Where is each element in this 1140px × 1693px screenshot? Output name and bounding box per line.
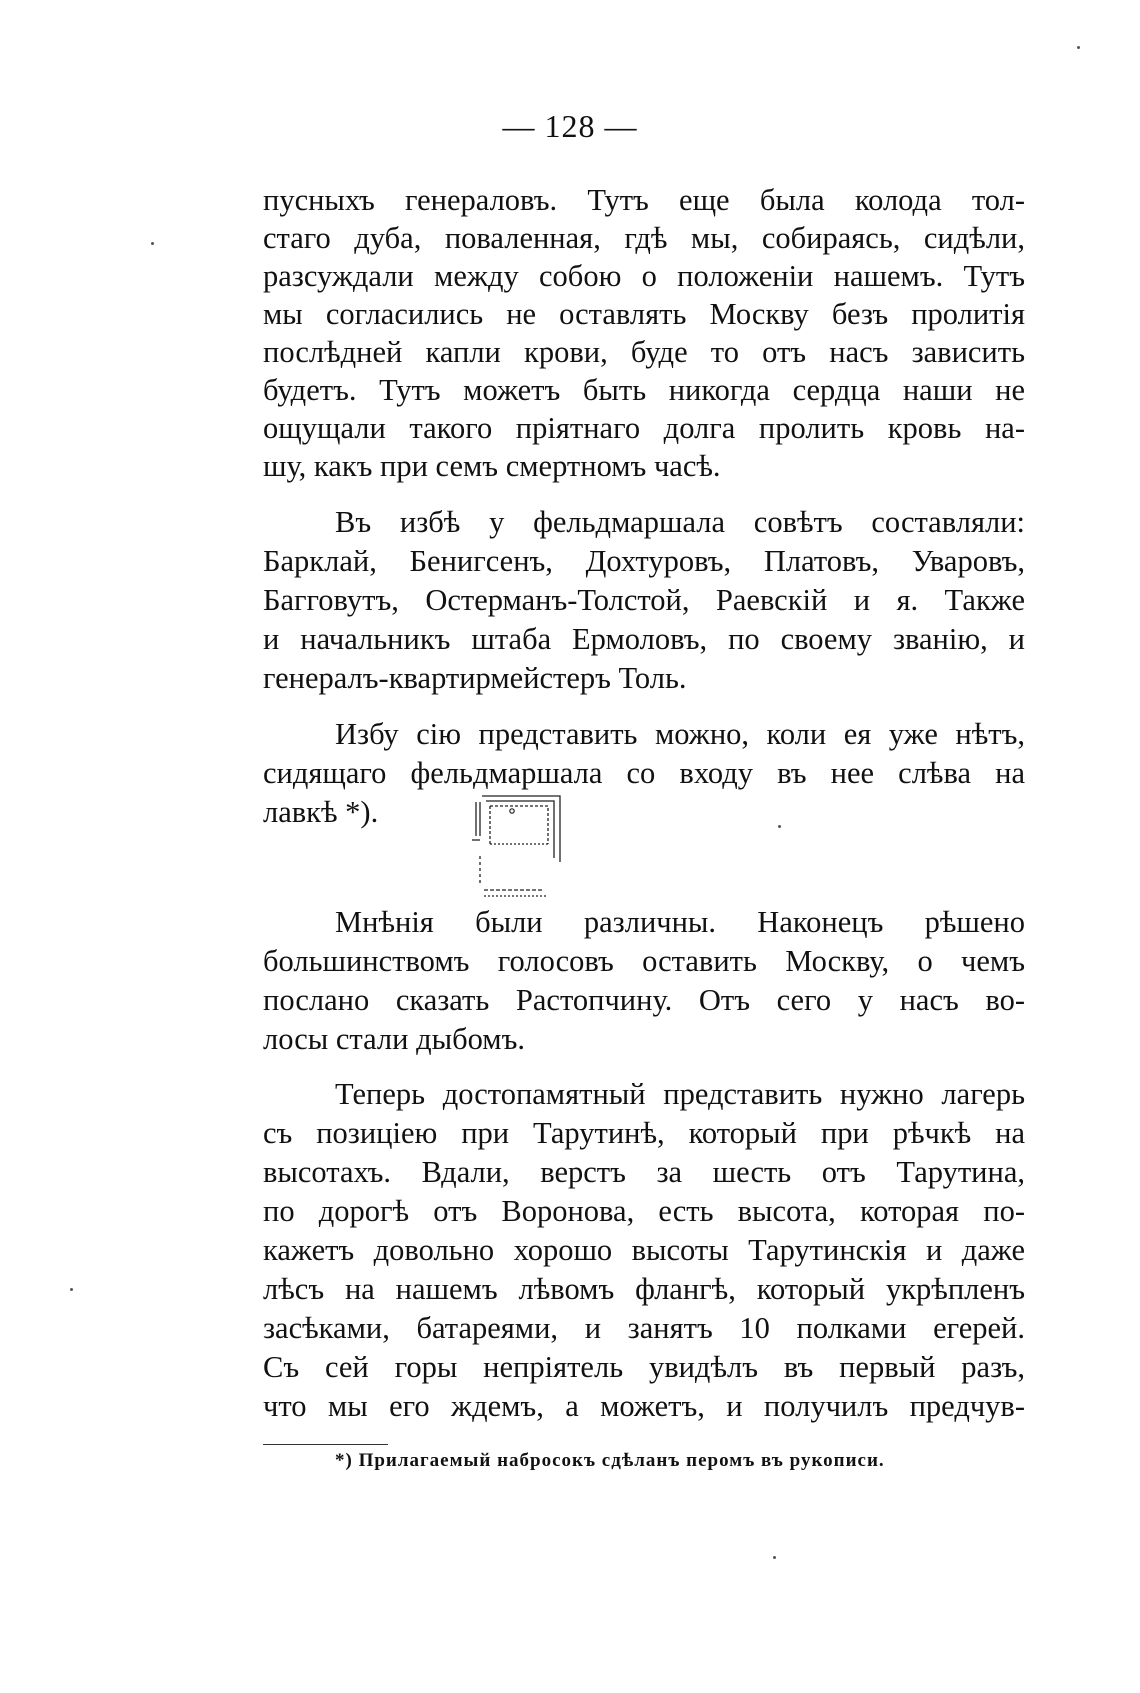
text-line: лѣсъ на нашемъ лѣвомъ флангѣ, который укрѣпленъ [263, 1272, 1025, 1306]
text-line: съ позиціею при Тарутинѣ, который при рѣчкѣ на [263, 1116, 1025, 1150]
footnote: *) Прилагаемый набросокъ сдѣланъ перомъ въ рукописи. [335, 1450, 885, 1471]
text-line: разсуждали между собою о положеніи нашемъ. Тутъ [263, 259, 1025, 293]
scan-speck [151, 242, 154, 245]
text-line: Съ сей горы непріятель увидѣлъ въ первый разъ, [263, 1350, 1025, 1384]
text-line: высотахъ. Вдали, верстъ за шесть отъ Тарутина, [263, 1155, 1025, 1189]
text-line: Багговутъ, Остерманъ-Толстой, Раевскій и я. Также [263, 583, 1025, 617]
text-line: Барклай, Бенигсенъ, Дохтуровъ, Платовъ, Уваровъ, [263, 544, 1025, 578]
text-line: большинствомъ голосовъ оставить Москву, о чемъ [263, 944, 1025, 978]
text-line: по дорогѣ отъ Воронова, есть высота, которая по- [263, 1194, 1025, 1228]
text-line: засѣками, батареями, и занятъ 10 полками егерей. [263, 1311, 1025, 1345]
scan-speck [773, 1556, 776, 1559]
text-line: Въ избѣ у фельдмаршала совѣтъ составляли: [335, 505, 1025, 539]
scan-speck [778, 825, 781, 828]
text-line: пусныхъ генераловъ. Тутъ еще была колода тол- [263, 183, 1025, 217]
footnote-divider [263, 1444, 388, 1445]
text-line: лавкѣ *). [263, 795, 379, 829]
text-line: Избу сію представить можно, коли ея уже нѣтъ, [335, 717, 1025, 751]
text-line: послано сказать Растопчину. Отъ сего у насъ во- [263, 983, 1025, 1017]
text-line: ощущали такого пріятнаго долга пролить кровь на- [263, 411, 1025, 445]
scan-speck [1077, 46, 1080, 49]
text-line: лосы стали дыбомъ. [263, 1022, 525, 1056]
text-line: сидящаго фельдмаршала со входу въ нее слѣва на [263, 756, 1025, 790]
hut-sketch-figure [468, 792, 564, 900]
text-line: Мнѣнія были различны. Наконецъ рѣшено [335, 905, 1025, 939]
text-line: и начальникъ штаба Ермоловъ, по своему званію, и [263, 622, 1025, 656]
text-line: Теперь достопамятный представить нужно лагерь [335, 1077, 1025, 1111]
scan-speck [70, 1288, 73, 1291]
text-line: кажетъ довольно хорошо высоты Тарутинскія и даже [263, 1233, 1025, 1267]
text-line: генералъ-квартирмейстеръ Толь. [263, 661, 687, 695]
text-line: что мы его ждемъ, а можетъ, и получилъ предчув- [263, 1389, 1025, 1423]
page-number: — 128 — [502, 108, 638, 144]
text-line: послѣдней капли крови, буде то отъ насъ зависить [263, 335, 1025, 369]
text-line: мы согласились не оставлять Москву безъ пролитія [263, 297, 1025, 331]
text-line: будетъ. Тутъ можетъ быть никогда сердца наши не [263, 373, 1025, 407]
text-line: стаго дуба, поваленная, гдѣ мы, собираясь, сидѣли, [263, 221, 1025, 255]
text-line: шу, какъ при семъ смертномъ часѣ. [263, 449, 721, 483]
